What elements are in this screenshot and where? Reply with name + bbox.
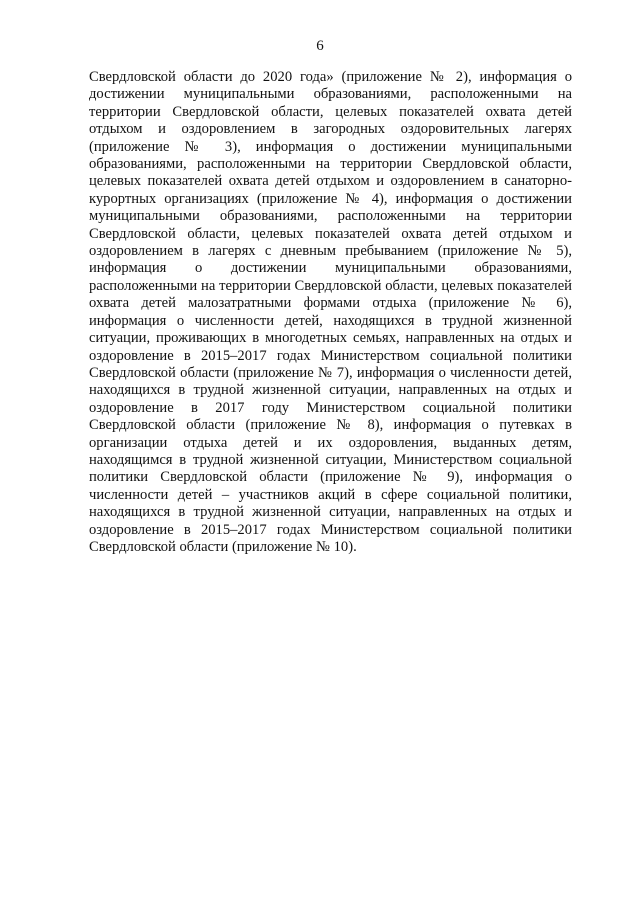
- page-number: 6: [316, 38, 324, 54]
- body-paragraph: Свердловской области до 2020 года» (приложение № 2), информация о достижении муниципальными образованиями, расположенными на территории Свердловской области, целевых показателей охвата детей отдыхом и оздоровлением в загородных оздоровительных лагерях (приложение № 3), информация о достижении муниципальными образованиями, расположенными на территории Свердловской области, целевых показателей охвата детей отдыхом и оздоровлением в санаторно-курортных организациях (приложение № 4), информация о достижении муниципальными образованиями, расположенными на территории Свердловской области, целевых показателей охвата детей отдыхом и оздоровлением в лагерях с дневным пребыванием (приложение № 5), информация о достижении муниципальными образованиями, расположенными на территории Свердловской области, целевых показателей охвата детей малозатратными формами отдыха (приложение № 6), информация о численности детей, находящихся в трудной жизненной ситуации, проживающих в многодетных семьях, направленных на отдых и оздоровление в 2015–2017 годах Министерством социальной политики Свердловской области (приложение № 7), информация о численности детей, находящихся в трудной жизненной ситуации, направленных на отдых и оздоровление в 2017 году Министерством социальной политики Свердловской области (приложение № 8), информация о путевках в организации отдыха детей и их оздоровления, выданных детям, находящимся в трудной жизненной ситуации, Министерством социальной политики Свердловской области (приложение № 9), информация о численности детей – участников акций в сфере социальной политики, находящихся в трудной жизненной ситуации, направленных на отдых и оздоровление в 2015–2017 годах Министерством социальной политики Свердловской области (приложение № 10).: [89, 69, 572, 555]
